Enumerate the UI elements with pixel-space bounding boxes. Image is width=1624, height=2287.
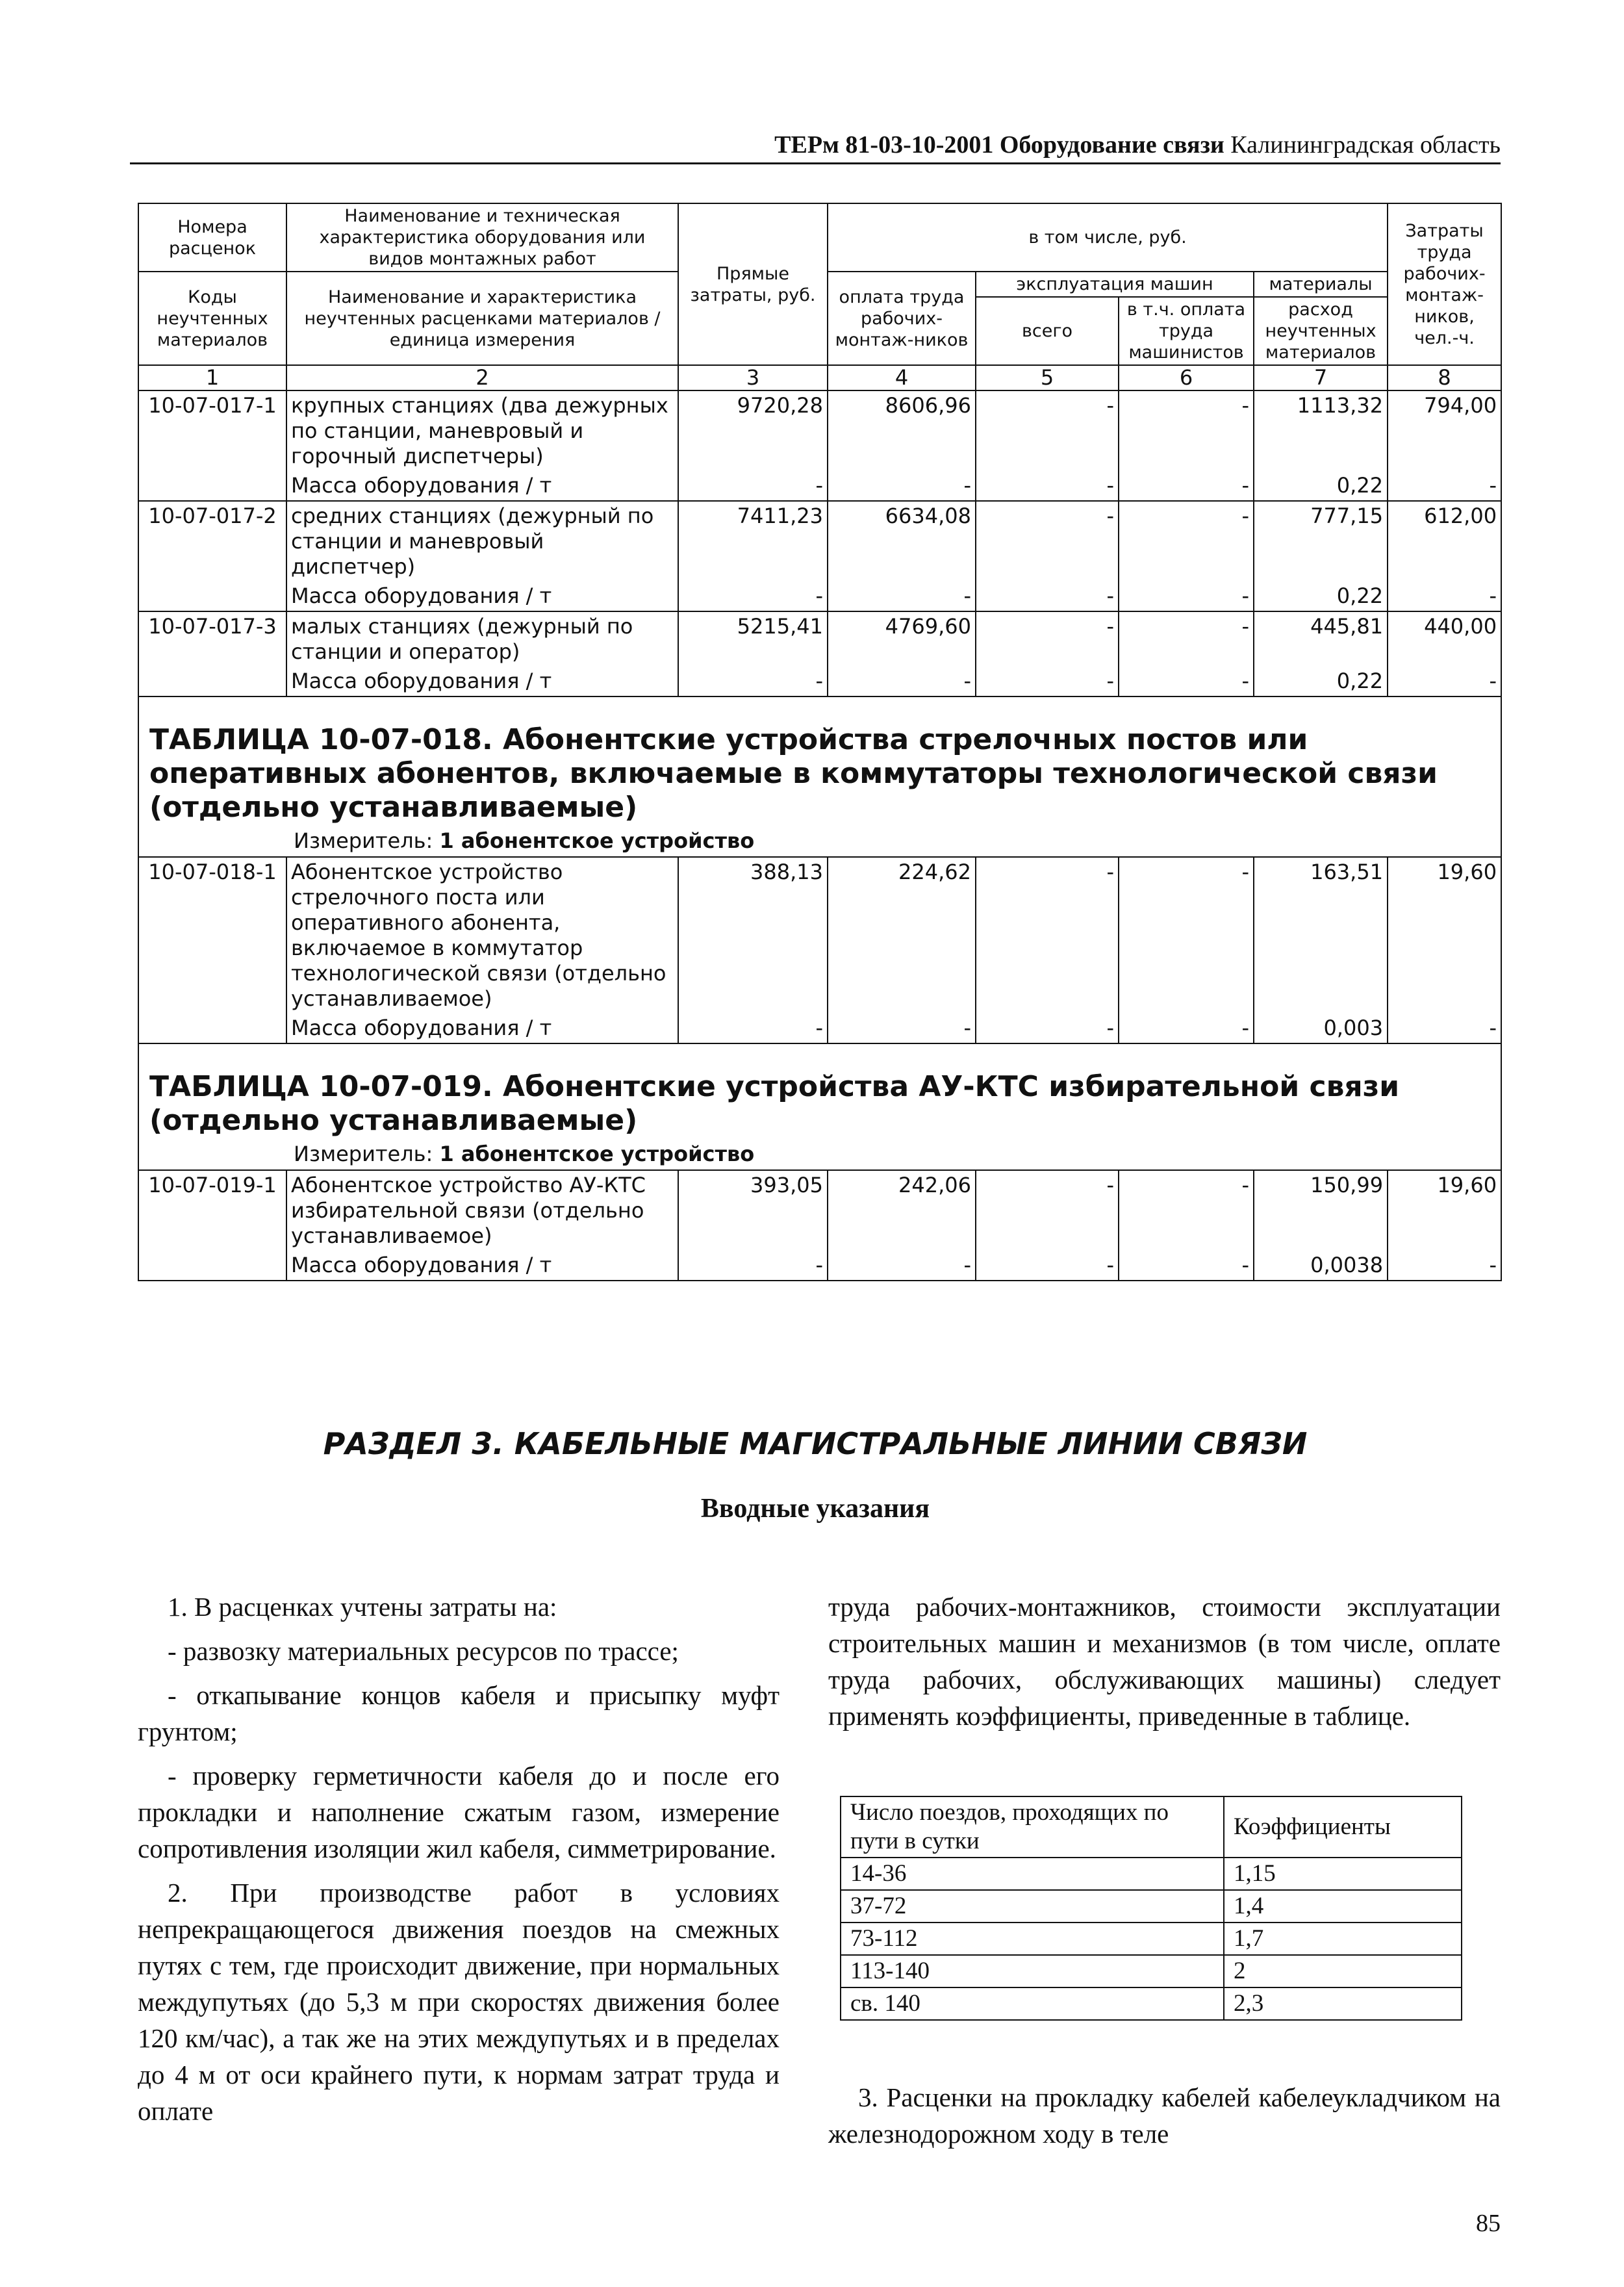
- rates-table: [138, 203, 1502, 1281]
- coef-value: 2: [1224, 1955, 1462, 1987]
- rate-code: 10-07-017-3: [138, 611, 286, 667]
- paragraph: 2. При производстве работ в условиях непрекращающегося движения поездов на смежных путях с тем, где происходит движение, при нормальных междупутьях (до 5,3 м при скоростях движения более 120 км/час), а так же на этих междупутьях и в пределах до 4 м от оси крайнего пути, к нормам затрат труда и оплате: [138, 1878, 780, 2126]
- table-row: [138, 611, 1501, 667]
- col-rate-number: Номера расценок: [138, 203, 286, 272]
- col-labor-hours: Затраты труда рабочих-монтаж-ников, чел.-ч.: [1388, 203, 1501, 365]
- dash: -: [976, 1014, 1119, 1043]
- dash: -: [1388, 1014, 1501, 1043]
- header-code: ТЕРм 81-03-10-2001: [774, 131, 994, 159]
- table-019-meter: [138, 1142, 1501, 1170]
- rate-code: 10-07-017-2: [138, 501, 286, 581]
- mass-value: 0,003: [1254, 1014, 1388, 1043]
- coef-value: 1,4: [1224, 1890, 1462, 1923]
- col-name: Наименование и техническая характеристика оборудования или видов монтажных работ: [286, 203, 678, 272]
- coef-header-trains: Число поездов, проходящих по пути в сутки: [841, 1796, 1224, 1858]
- dash: -: [678, 581, 828, 611]
- table-row-mass: [138, 667, 1501, 696]
- header-region: Калининградская область: [1230, 131, 1501, 159]
- labor-cost: 8606,96: [828, 390, 976, 471]
- section-title: РАЗДЕЛ 3. КАБЕЛЬНЫЕ МАГИСТРАЛЬНЫЕ ЛИНИИ СВЯЗИ: [323, 1426, 1308, 1461]
- labor-hours: 612,00: [1388, 501, 1501, 581]
- direct-cost: 7411,23: [678, 501, 828, 581]
- mass-value: 0,22: [1254, 667, 1388, 696]
- dash: -: [678, 1014, 828, 1043]
- table-row: [138, 857, 1501, 1014]
- coef-value: 1,15: [1224, 1858, 1462, 1890]
- mass-label: Масса оборудования / т: [286, 471, 678, 501]
- rate-name: Абонентское устройство АУ-КТС избирательной связи (отдельно устанавливаемое): [286, 1170, 678, 1251]
- dash: -: [678, 667, 828, 696]
- col-machines-total: всего: [976, 297, 1119, 365]
- col-material-codes: Коды неучтенных материалов: [138, 272, 286, 365]
- dash: -: [678, 471, 828, 501]
- labor-hours: 440,00: [1388, 611, 1501, 667]
- dash: -: [976, 471, 1119, 501]
- machines-total: -: [976, 857, 1119, 1014]
- machines-total: -: [976, 501, 1119, 581]
- table-018-meter-row: [138, 828, 1501, 857]
- mass-label: Масса оборудования / т: [286, 1251, 678, 1281]
- intro-title: Вводные указания: [700, 1494, 930, 1524]
- rate-name: малых станциях (дежурный по станции и оператор): [286, 611, 678, 667]
- intro-text-right-3: [828, 2079, 1501, 2160]
- dash: -: [1119, 471, 1254, 501]
- meter-value: 1 абонентское устройство: [439, 1142, 755, 1166]
- dash: -: [1119, 1251, 1254, 1281]
- machines-labor: -: [1119, 390, 1254, 471]
- labor-cost: 242,06: [828, 1170, 976, 1251]
- table-row-mass: [138, 1251, 1501, 1281]
- mass-label: Масса оборудования / т: [286, 1014, 678, 1043]
- coef-value: 1,7: [1224, 1923, 1462, 1955]
- machines-labor: -: [1119, 1170, 1254, 1251]
- col-materials-use: расход неучтенных материалов: [1254, 297, 1388, 365]
- col-labor: оплата труда рабочих-монтаж-ников: [828, 272, 976, 365]
- col-number-1: 1: [138, 365, 286, 390]
- table-018-title: ТАБЛИЦА 10-07-018. Абонентские устройства стрелочных постов или оперативных абонентов, включаемые в коммутаторы технологической связи (отдельно устанавливаемые): [138, 696, 1501, 828]
- col-number-8: 8: [1388, 365, 1501, 390]
- table-row-mass: [138, 1014, 1501, 1043]
- paragraph: - проверку герметичности кабеля до и после его прокладки и наполнение сжатым газом, измерение сопротивления изоляции жил кабеля, симметрирование.: [138, 1761, 780, 1863]
- dash: -: [1119, 1014, 1254, 1043]
- dash: -: [678, 1251, 828, 1281]
- rate-name: Абонентское устройство стрелочного поста или оперативного абонента, включаемое в коммутатор технологической связи (отдельно устанавливаемое): [286, 857, 678, 1014]
- direct-cost: 9720,28: [678, 390, 828, 471]
- mass-value: 0,0038: [1254, 1251, 1388, 1281]
- paragraph: 3. Расценки на прокладку кабелей кабелеукладчиком на железнодорожном ходу в теле: [828, 2082, 1501, 2149]
- intro-text-right: [828, 1589, 1501, 1742]
- trains-value: 37-72: [841, 1890, 1224, 1923]
- mass-label: Масса оборудования / т: [286, 581, 678, 611]
- coef-value: 2,3: [1224, 1987, 1462, 2020]
- paragraph: - развозку материальных ресурсов по трассе;: [168, 1636, 679, 1666]
- coefficient-table: [840, 1796, 1462, 2021]
- meter-value: 1 абонентское устройство: [439, 828, 755, 853]
- direct-cost: 393,05: [678, 1170, 828, 1251]
- table-019-title: ТАБЛИЦА 10-07-019. Абонентские устройства АУ-КТС избирательной связи (отдельно устанавливаемые): [138, 1043, 1501, 1142]
- table-row: [841, 1955, 1462, 1987]
- materials-cost: 1113,32: [1254, 390, 1388, 471]
- trains-value: 14-36: [841, 1858, 1224, 1890]
- table-019-meter-row: [138, 1142, 1501, 1170]
- rate-code: 10-07-017-1: [138, 390, 286, 471]
- coef-header-coef: Коэффициенты: [1224, 1796, 1462, 1858]
- table-row: [841, 1858, 1462, 1890]
- table-018-meter: [138, 828, 1501, 857]
- table-row: [841, 1987, 1462, 2020]
- table-018-title-row: [138, 696, 1501, 828]
- table-row-mass: [138, 471, 1501, 501]
- labor-hours: 19,60: [1388, 1170, 1501, 1251]
- materials-cost: 163,51: [1254, 857, 1388, 1014]
- dash: -: [1388, 667, 1501, 696]
- rate-name: крупных станциях (два дежурных по станции, маневровый и горочный диспетчеры): [286, 390, 678, 471]
- meter-label: Измеритель:: [294, 1142, 433, 1166]
- table-row-mass: [138, 581, 1501, 611]
- dash: -: [828, 667, 976, 696]
- mass-value: 0,22: [1254, 471, 1388, 501]
- header-title: Оборудование связи: [999, 131, 1224, 159]
- col-number-3: 3: [678, 365, 828, 390]
- table-row: [138, 390, 1501, 471]
- machines-total: -: [976, 1170, 1119, 1251]
- running-header: [130, 130, 1501, 164]
- machines-total: -: [976, 611, 1119, 667]
- trains-value: 73-112: [841, 1923, 1224, 1955]
- col-number-4: 4: [828, 365, 976, 390]
- dash: -: [828, 581, 976, 611]
- trains-value: св. 140: [841, 1987, 1224, 2020]
- labor-hours: 19,60: [1388, 857, 1501, 1014]
- table-row: [138, 1170, 1501, 1251]
- direct-cost: 5215,41: [678, 611, 828, 667]
- machines-labor: -: [1119, 611, 1254, 667]
- table-row: [841, 1890, 1462, 1923]
- labor-hours: 794,00: [1388, 390, 1501, 471]
- machines-total: -: [976, 390, 1119, 471]
- col-machines-labor: в т.ч. оплата труда машинистов: [1119, 297, 1254, 365]
- col-incl: в том числе, руб.: [828, 203, 1388, 272]
- col-machines: эксплуатация машин: [976, 272, 1254, 297]
- trains-value: 113-140: [841, 1955, 1224, 1987]
- dash: -: [1119, 581, 1254, 611]
- dash: -: [976, 667, 1119, 696]
- direct-cost: 388,13: [678, 857, 828, 1014]
- paragraph: 1. В расценках учтены затраты на:: [168, 1592, 557, 1622]
- dash: -: [1388, 471, 1501, 501]
- dash: -: [1388, 1251, 1501, 1281]
- col-material-name: Наименование и характеристика неучтенных расценками материалов / единица измерения: [286, 272, 678, 365]
- labor-cost: 224,62: [828, 857, 976, 1014]
- dash: -: [828, 471, 976, 501]
- dash: -: [828, 1014, 976, 1043]
- col-number-5: 5: [976, 365, 1119, 390]
- rate-code: 10-07-018-1: [138, 857, 286, 1014]
- materials-cost: 150,99: [1254, 1170, 1388, 1251]
- col-direct-cost: Прямые затраты, руб.: [678, 203, 828, 365]
- dash: -: [1388, 581, 1501, 611]
- labor-cost: 4769,60: [828, 611, 976, 667]
- table-019-title-row: [138, 1043, 1501, 1142]
- dash: -: [976, 1251, 1119, 1281]
- meter-label: Измеритель:: [294, 828, 433, 853]
- paragraph: - откапывание концов кабеля и присыпку муфт грунтом;: [138, 1680, 780, 1746]
- dash: -: [828, 1251, 976, 1281]
- page-number: 85: [1476, 2210, 1501, 2237]
- rate-code: 10-07-019-1: [138, 1170, 286, 1251]
- mass-label: Масса оборудования / т: [286, 667, 678, 696]
- dash: -: [976, 581, 1119, 611]
- intro-text-left: [138, 1589, 780, 2137]
- machines-labor: -: [1119, 857, 1254, 1014]
- col-number-7: 7: [1254, 365, 1388, 390]
- dash: -: [1119, 667, 1254, 696]
- rate-name: средних станциях (дежурный по станции и маневровый диспетчер): [286, 501, 678, 581]
- mass-value: 0,22: [1254, 581, 1388, 611]
- table-row: [138, 501, 1501, 581]
- col-materials: материалы: [1254, 272, 1388, 297]
- paragraph: труда рабочих-монтажников, стоимости эксплуатации строительных машин и механизмов (в том числе, оплате труда рабочих, обслуживающих машины) следует применять коэффициенты, приведенные в таблице.: [828, 1592, 1501, 1731]
- labor-cost: 6634,08: [828, 501, 976, 581]
- table-row: [841, 1923, 1462, 1955]
- col-number-6: 6: [1119, 365, 1254, 390]
- materials-cost: 445,81: [1254, 611, 1388, 667]
- col-number-2: 2: [286, 365, 678, 390]
- machines-labor: -: [1119, 501, 1254, 581]
- materials-cost: 777,15: [1254, 501, 1388, 581]
